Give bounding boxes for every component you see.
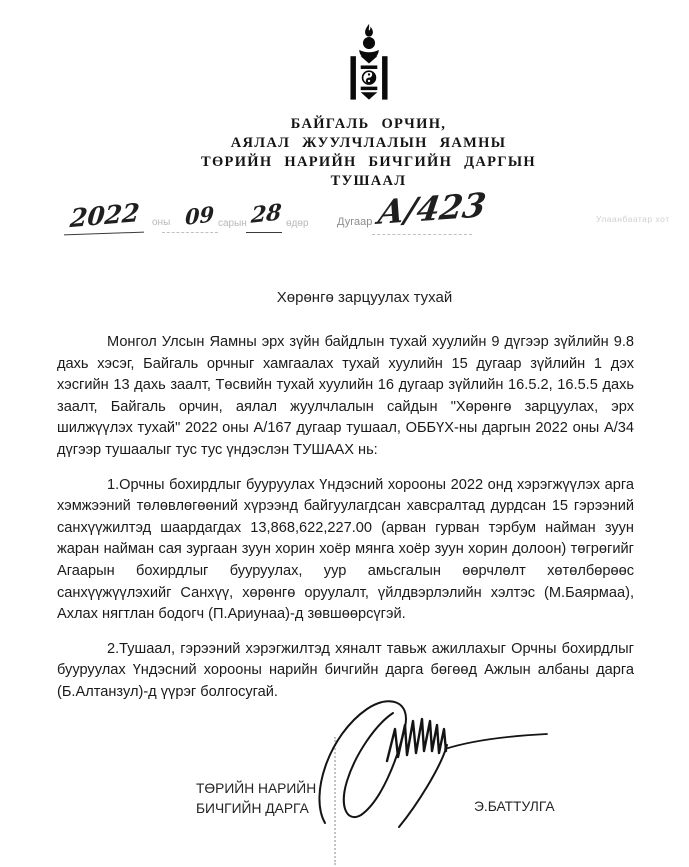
signer-position — [196, 779, 316, 819]
org-title-line: БАЙГАЛЬ ОРЧИН, — [290, 116, 447, 132]
handwritten-month: 09 — [184, 201, 215, 230]
month-label: сарын — [218, 218, 247, 229]
signer-position-line: БИЧГИЙН ДАРГА — [196, 800, 309, 816]
dateline — [0, 184, 689, 259]
handwritten-signature — [295, 695, 555, 835]
document-subject: Хөрөнгө зарцуулах тухай — [276, 289, 453, 306]
signature-block — [0, 717, 689, 867]
soyombo-emblem-icon — [338, 24, 400, 104]
month-underline — [162, 232, 218, 233]
org-title-line: АЯЛАЛ ЖУУЛЧЛАЛЫН ЯАМНЫ — [230, 135, 507, 151]
preamble-paragraph: Монгол Улсын Яамны эрх зүйн байдлын тухай хуулийн 9 дүгээр зүйлийн 9.8 дахь хэсэг, Байгаль орчныг хамгаалах тухай хуулийн 15 дугаар зүйлийн 1 дэх хэсгийн 13 дахь заалт, Төсвийн тухай хуулийн 16 дугаар зүйлийн 16.5.2, 16.5.5 дахь заалт, Байгаль орчин, аялал жуулчлалын сайдын "Хөрөнгө зарцуулах, эрх шилжүүлэх тухай" 2022 оны А/167 дугаар тушаал, ОББҮХ-ны даргын 2022 оны А/34 дүгээр тушаалыг тус тус үндэслэн ТУШААХ нь: — [57, 334, 634, 458]
order-item-2: 2.Тушаал, гэрээний хэрэгжилтэд хяналт тавьж ажиллахыг Орчны бохирдлыг бууруулах Үндэсний хорооны нарийн бичгийн дарга бөгөөд Ажлын албаны дарга (Б.Алтанзул)-д үүрэг болгосугай. — [57, 640, 634, 700]
signer-position-line: ТӨРИЙН НАРИЙН — [196, 780, 317, 796]
handwritten-day: 28 — [250, 199, 283, 229]
order-item-1: 1.Орчны бохирдлыг бууруулах Үндэсний хорооны 2022 онд хэрэгжүүлэх арга хэмжээний төлөвлөгөөний хүрээнд байгуулагдсан хавсралтад дурдсан 15 гэрээний санхүүжилтэд шаардагдах 13,868,622,227.00 (арван гурван тэрбум найман зуун жаран найман сая зургаан зуун хорин хоёр мянга хоёр зуун хорин долоон) төгрөгийг Агаарын бохирдлыг бууруулах, уур амьсгалын өөрчлөлт хөтөлбөрөөс санхүүжүүлэхийг Санхүү, хөрөнгө оруулалт, үйлдвэрлэлийн хэлтэс (М.Баярмаа), Ахлах нягтлан бодогч (П.Ариунаа)-д зөвшөөрсүгэй. — [57, 476, 634, 623]
org-title-line: ТУШААЛ — [330, 173, 407, 189]
organization-title — [48, 115, 689, 191]
number-underline — [372, 234, 472, 235]
day-label: өдөр — [286, 218, 309, 229]
document-body — [57, 332, 634, 704]
number-label: Дугаар — [337, 216, 373, 228]
handwritten-year: 2022 — [68, 197, 141, 234]
signer-name: Э.БАТТУЛГА — [474, 798, 555, 814]
day-underline — [246, 232, 282, 233]
document-header — [0, 0, 689, 191]
handwritten-number: А/423 — [375, 184, 489, 233]
org-title-line: ТӨРИЙН НАРИЙН БИЧГИЙН ДАРГЫН — [201, 154, 536, 170]
year-label: оны — [152, 217, 171, 228]
place-label: Улаанбаатар хот — [596, 214, 670, 224]
